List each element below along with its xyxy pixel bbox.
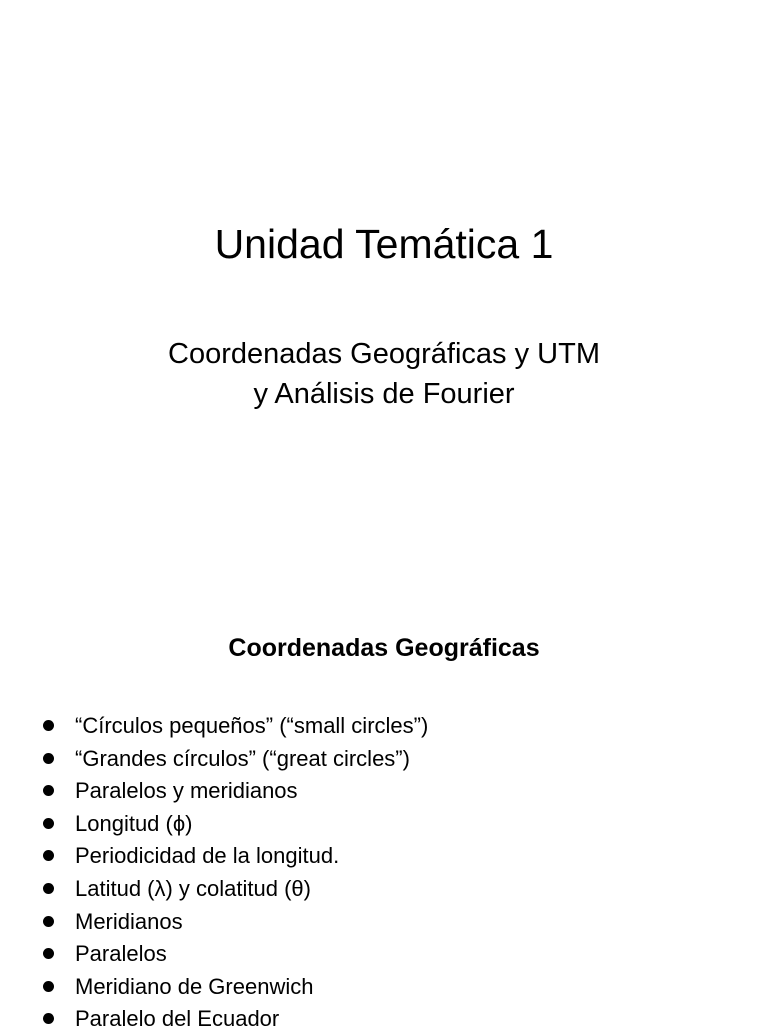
list-item bbox=[0, 840, 768, 873]
list-item bbox=[0, 808, 768, 841]
bullet-dot-icon bbox=[43, 981, 54, 992]
slide-title: Unidad Temática 1 bbox=[214, 221, 554, 267]
list-item bbox=[0, 710, 768, 743]
bullet-dot-icon bbox=[43, 883, 54, 894]
list-item bbox=[0, 743, 768, 776]
bullet-dot-icon bbox=[43, 753, 54, 764]
bullet-dot-icon bbox=[43, 916, 54, 927]
bullet-text: Paralelo del Ecuador bbox=[75, 1006, 280, 1032]
bullet-text: Longitud (ϕ) bbox=[75, 810, 193, 836]
bullet-dot-icon bbox=[43, 720, 54, 731]
bullet-text: Periodicidad de la longitud. bbox=[75, 843, 340, 869]
bullet-text: “Grandes círculos” (“great circles”) bbox=[75, 745, 410, 771]
bullet-text: Paralelos bbox=[75, 941, 167, 967]
bullet-dot-icon bbox=[43, 850, 54, 861]
subtitle-line-2: y Análisis de Fourier bbox=[253, 378, 515, 410]
bullet-text: Meridiano de Greenwich bbox=[75, 973, 314, 999]
list-item bbox=[0, 775, 768, 808]
bullet-dot-icon bbox=[43, 1013, 54, 1024]
list-item bbox=[0, 971, 768, 1004]
bullet-text: “Círculos pequeños” (“small circles”) bbox=[75, 713, 429, 738]
list-item bbox=[0, 1003, 768, 1036]
subtitle-line-1: Coordenadas Geográficas y UTM bbox=[168, 338, 600, 370]
bullet-dot-icon bbox=[43, 785, 54, 796]
bullet-text: Latitud (λ) y colatitud (θ) bbox=[75, 875, 311, 901]
bullet-list bbox=[0, 710, 768, 1036]
bullet-text: Meridianos bbox=[75, 908, 183, 934]
slide-subtitle bbox=[0, 334, 768, 414]
list-item bbox=[0, 873, 768, 906]
list-item bbox=[0, 938, 768, 971]
bullet-text: Paralelos y meridianos bbox=[75, 778, 298, 804]
bullet-dot-icon bbox=[43, 818, 54, 829]
bullet-dot-icon bbox=[43, 948, 54, 959]
list-item bbox=[0, 906, 768, 939]
section-heading: Coordenadas Geográficas bbox=[228, 634, 540, 662]
